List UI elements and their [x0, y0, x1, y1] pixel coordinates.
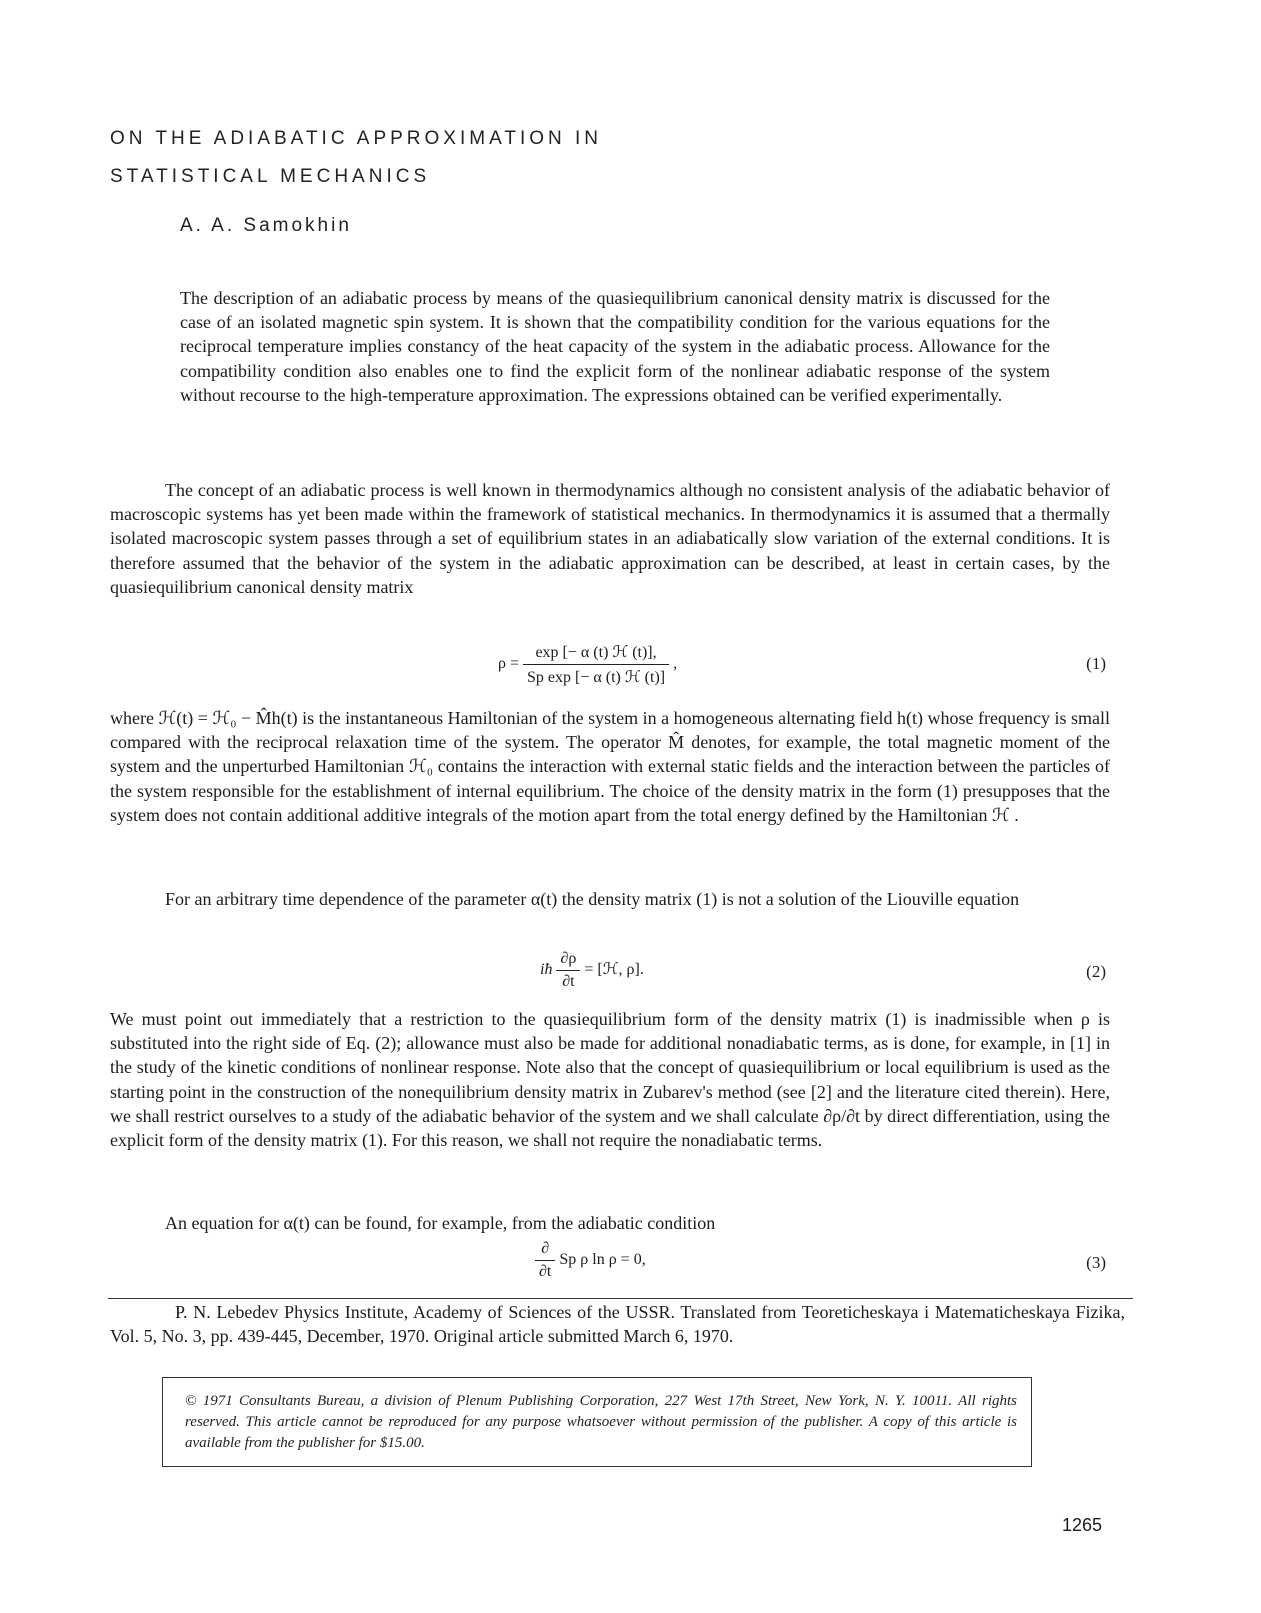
title-line-2: STATISTICAL MECHANICS	[110, 166, 431, 187]
equation-1	[110, 642, 1110, 688]
eq2-rhs: = [ℋ, ρ].	[584, 961, 644, 979]
eq1-numerator: exp [− α (t) ℋ (t)],	[523, 642, 669, 665]
page-number: 1265	[1062, 1515, 1103, 1535]
eq1-trailing: ,	[673, 655, 678, 673]
eq2-fraction	[556, 950, 580, 991]
eq3-numerator: ∂	[535, 1240, 555, 1261]
eq2-number: (2)	[1086, 962, 1106, 981]
paragraph-4: We must point out immediately that a restriction to the quasiequilibrium form of the density matrix (1) is inadmissible when ρ is substituted into the right side of Eq. (2); allowance must also be made for additional nonadiabatic terms, as is done, for example, in [1] in the study of the kinetic conditions of nonlinear response. Note also that the concept of quasiequilibrium or local equilibrium is used as the starting point in the construction of the nonequilibrium density matrix in Zubarev's method (see [2] and the literature cited therein). Here, we shall restrict ourselves to a study of the adiabatic behavior of the system and we shall calculate ∂ρ/∂t by direct differentiation, using the explicit form of the density matrix (1). For this reason, we shall not require the nonadiabatic terms.	[110, 1009, 1110, 1151]
abstract: The description of an adiabatic process by means of the quasiequilibrium canonical density matrix is discussed for the case of an isolated magnetic spin system. It is shown that the compatibility condition for the various equations for the reciprocal temperature implies constancy of the heat capacity of the system in the adiabatic process. Allowance for the compatibility condition also enables one to find the explicit form of the nonlinear adiabatic response of the system without recourse to the high-temperature approximation. The expressions obtained can be verified experimentally.	[180, 288, 1050, 405]
paragraph-2: where ℋ(t) = ℋ₀ − M̂h(t) is the instantaneous Hamiltonian of the system in a homogeneous alternating field h(t) whose frequency is small compared with the reciprocal relaxation time of the system. The operator M̂ denotes, for example, the total magnetic moment of the system and the unperturbed Hamiltonian ℋ₀ contains the interaction with external static fields and the interaction between the particles of the system responsible for the establishment of internal equilibrium. The choice of the density matrix in the form (1) presupposes that the system does not contain additional additive integrals of the motion apart from the total energy defined by the Hamiltonian ℋ .	[110, 708, 1110, 825]
paragraph-5: An equation for α(t) can be found, for example, from the adiabatic condition	[165, 1213, 716, 1233]
copyright-text: © 1971 Consultants Bureau, a division of Plenum Publishing Corporation, 227 West 17th Street, New York, N. Y. 10011. All rights reserved. This article cannot be reproduced for any purpose whatsoever without permission of the publisher. A copy of this article is available from the publisher for $15.00.	[185, 1393, 1017, 1451]
eq1-fraction	[523, 642, 669, 687]
eq2-numerator: ∂ρ	[556, 950, 580, 971]
eq2-prefix: iħ	[540, 961, 553, 979]
eq1-lhs: ρ =	[498, 655, 520, 673]
author: A. A. Samokhin	[180, 215, 352, 236]
paragraph-3: For an arbitrary time dependence of the parameter α(t) the density matrix (1) is not a solution of the Liouville equation	[165, 889, 1020, 909]
affiliation-footnote	[110, 1300, 1125, 1348]
copyright-box	[162, 1377, 1032, 1467]
eq1-denominator: Sp exp [− α (t) ℋ (t)]	[527, 669, 666, 686]
paragraph-1: The concept of an adiabatic process is well known in thermodynamics although no consistent analysis of the adiabatic behavior of macroscopic systems has yet been made within the framework of statistical mechanics. In thermodynamics it is assumed that a thermally isolated macroscopic system passes through a set of equilibrium states in an adiabatically slow variation of the external conditions. It is therefore assumed that the behavior of the system in the adiabatic approximation can be described, at least in certain cases, by the quasiequilibrium canonical density matrix	[110, 480, 1110, 597]
eq3-fraction	[535, 1240, 555, 1281]
eq1-number: (1)	[1086, 654, 1106, 673]
eq2-denominator: ∂t	[562, 973, 575, 990]
affiliation-text: P. N. Lebedev Physics Institute, Academy of Sciences of the USSR. Translated from Teoreticheskaya i Matematicheskaya Fizika, Vol. 5, No. 3, pp. 439-445, December, 1970. Original article submitted March 6, 1970.	[110, 1302, 1125, 1346]
footnote-divider	[108, 1298, 1133, 1299]
equation-3	[110, 1240, 1110, 1286]
eq3-number: (3)	[1086, 1253, 1106, 1272]
equation-2	[110, 950, 1110, 996]
title-line-1: ON THE ADIABATIC APPROXIMATION IN	[110, 128, 603, 149]
eq3-rhs: Sp ρ ln ρ = 0,	[559, 1251, 646, 1269]
eq3-denominator: ∂t	[539, 1263, 552, 1280]
